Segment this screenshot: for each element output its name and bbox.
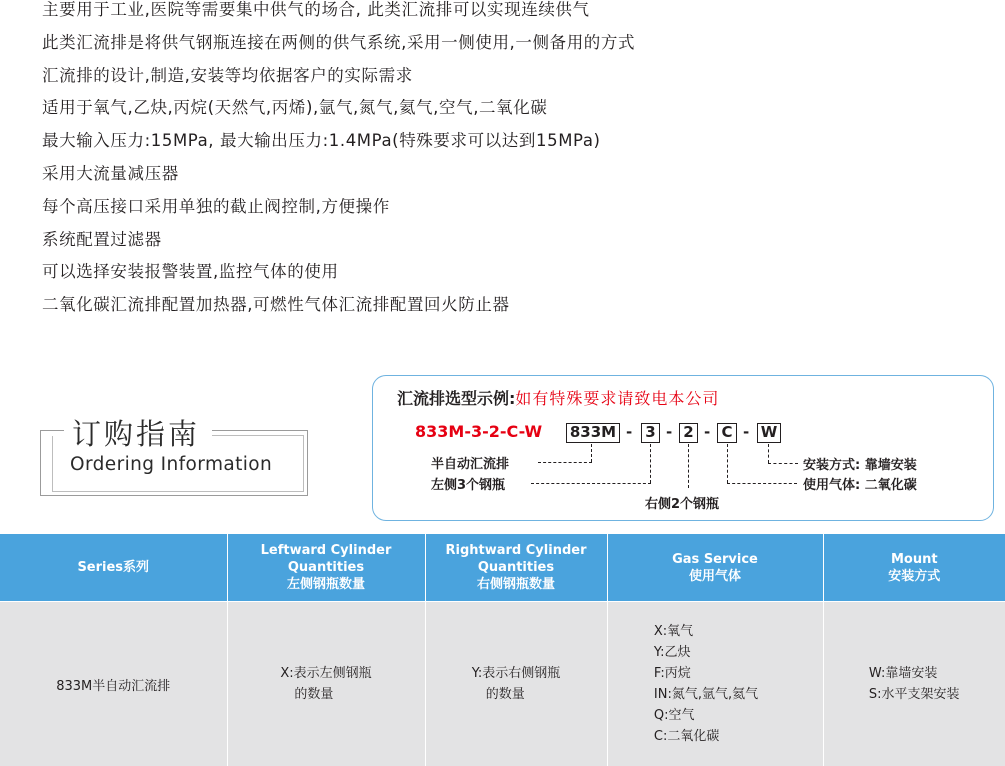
feature-item: 汇流排的设计,制造,安装等均依据客户的实际需求 bbox=[42, 60, 635, 93]
table-header-row bbox=[0, 534, 1005, 602]
guide-title-cn: 订购指南 bbox=[70, 412, 202, 453]
code-part-gas: C bbox=[717, 423, 737, 443]
feature-item: 二氧化碳汇流排配置加热器,可燃性气体汇流排配置回火防止器 bbox=[42, 289, 635, 322]
connector-line bbox=[727, 444, 728, 483]
connector-line bbox=[768, 463, 798, 464]
label-gas: 使用气体: 二氧化碳 bbox=[803, 474, 917, 493]
example-full-code: 833M-3-2-C-W bbox=[415, 422, 542, 441]
feature-item: 系统配置过滤器 bbox=[42, 224, 635, 257]
guide-frame-line bbox=[212, 430, 308, 431]
guide-frame-line bbox=[40, 430, 64, 431]
header-mount: Mount 安装方式 bbox=[823, 534, 1005, 602]
guide-title-en: Ordering Information bbox=[70, 454, 272, 475]
connector-line bbox=[538, 462, 592, 463]
connector-line bbox=[768, 444, 769, 463]
header-right-quantities: Rightward Cylinder Quantities 右侧钢瓶数量 bbox=[425, 534, 607, 602]
cell-series: 833M半自动汇流排 bbox=[0, 602, 227, 766]
connector-line bbox=[591, 444, 592, 462]
table-row bbox=[0, 602, 1005, 766]
model-example-box bbox=[372, 375, 994, 521]
connector-line bbox=[727, 483, 797, 484]
code-dash: - bbox=[704, 423, 710, 441]
cell-left: X:表示左侧钢瓶 的数量 bbox=[227, 602, 425, 766]
code-dash: - bbox=[666, 423, 672, 441]
feature-item: 主要用于工业,医院等需要集中供气的场合, 此类汇流排可以实现连续供气 bbox=[42, 0, 635, 27]
header-gas-service: Gas Service 使用气体 bbox=[607, 534, 823, 602]
cell-mount: W:靠墙安装 S:水平支架安装 bbox=[823, 602, 1005, 766]
feature-item: 每个高压接口采用单独的截止阀控制,方便操作 bbox=[42, 191, 635, 224]
connector-line bbox=[688, 444, 689, 488]
example-title-note: 如有特殊要求请致电本公司 bbox=[515, 389, 719, 408]
ordering-table bbox=[0, 534, 1005, 766]
code-part-right: 2 bbox=[679, 423, 698, 443]
code-dash: - bbox=[626, 423, 632, 441]
header-series: Series系列 bbox=[0, 534, 227, 602]
feature-item: 可以选择安装报警装置,监控气体的使用 bbox=[42, 256, 635, 289]
feature-item: 适用于氧气,乙炔,丙烷(天然气,丙烯),氩气,氮气,氦气,空气,二氧化碳 bbox=[42, 92, 635, 125]
code-dash: - bbox=[743, 423, 749, 441]
connector-line bbox=[650, 444, 651, 483]
label-left-cylinders: 左侧3个钢瓶 bbox=[431, 474, 505, 493]
code-part-mount: W bbox=[757, 423, 781, 443]
label-right-cylinders: 右侧2个钢瓶 bbox=[645, 493, 719, 512]
cell-gas: X:氧气 Y:乙炔 F:丙烷 IN:氮气,氩气,氦气 Q:空气 C:二氧化碳 bbox=[607, 602, 823, 766]
guide-frame-line bbox=[212, 435, 304, 436]
feature-list bbox=[42, 0, 635, 322]
label-series: 半自动汇流排 bbox=[431, 453, 509, 472]
feature-item: 最大输入压力:15MPa, 最大输出压力:1.4MPa(特殊要求可以达到15MPa) bbox=[42, 125, 635, 158]
connector-line bbox=[531, 483, 651, 484]
header-left-quantities: Leftward Cylinder Quantities 左侧钢瓶数量 bbox=[227, 534, 425, 602]
feature-item: 采用大流量减压器 bbox=[42, 158, 635, 191]
example-title-prefix: 汇流排选型示例: bbox=[397, 389, 515, 408]
code-part-series: 833M bbox=[566, 423, 620, 443]
example-title bbox=[397, 386, 719, 409]
cell-right: Y:表示右侧钢瓶 的数量 bbox=[425, 602, 607, 766]
label-mount: 安装方式: 靠墙安装 bbox=[803, 454, 917, 473]
code-part-left: 3 bbox=[641, 423, 660, 443]
ordering-guide-heading bbox=[40, 412, 310, 486]
feature-item: 此类汇流排是将供气钢瓶连接在两侧的供气系统,采用一侧使用,一侧备用的方式 bbox=[42, 27, 635, 60]
